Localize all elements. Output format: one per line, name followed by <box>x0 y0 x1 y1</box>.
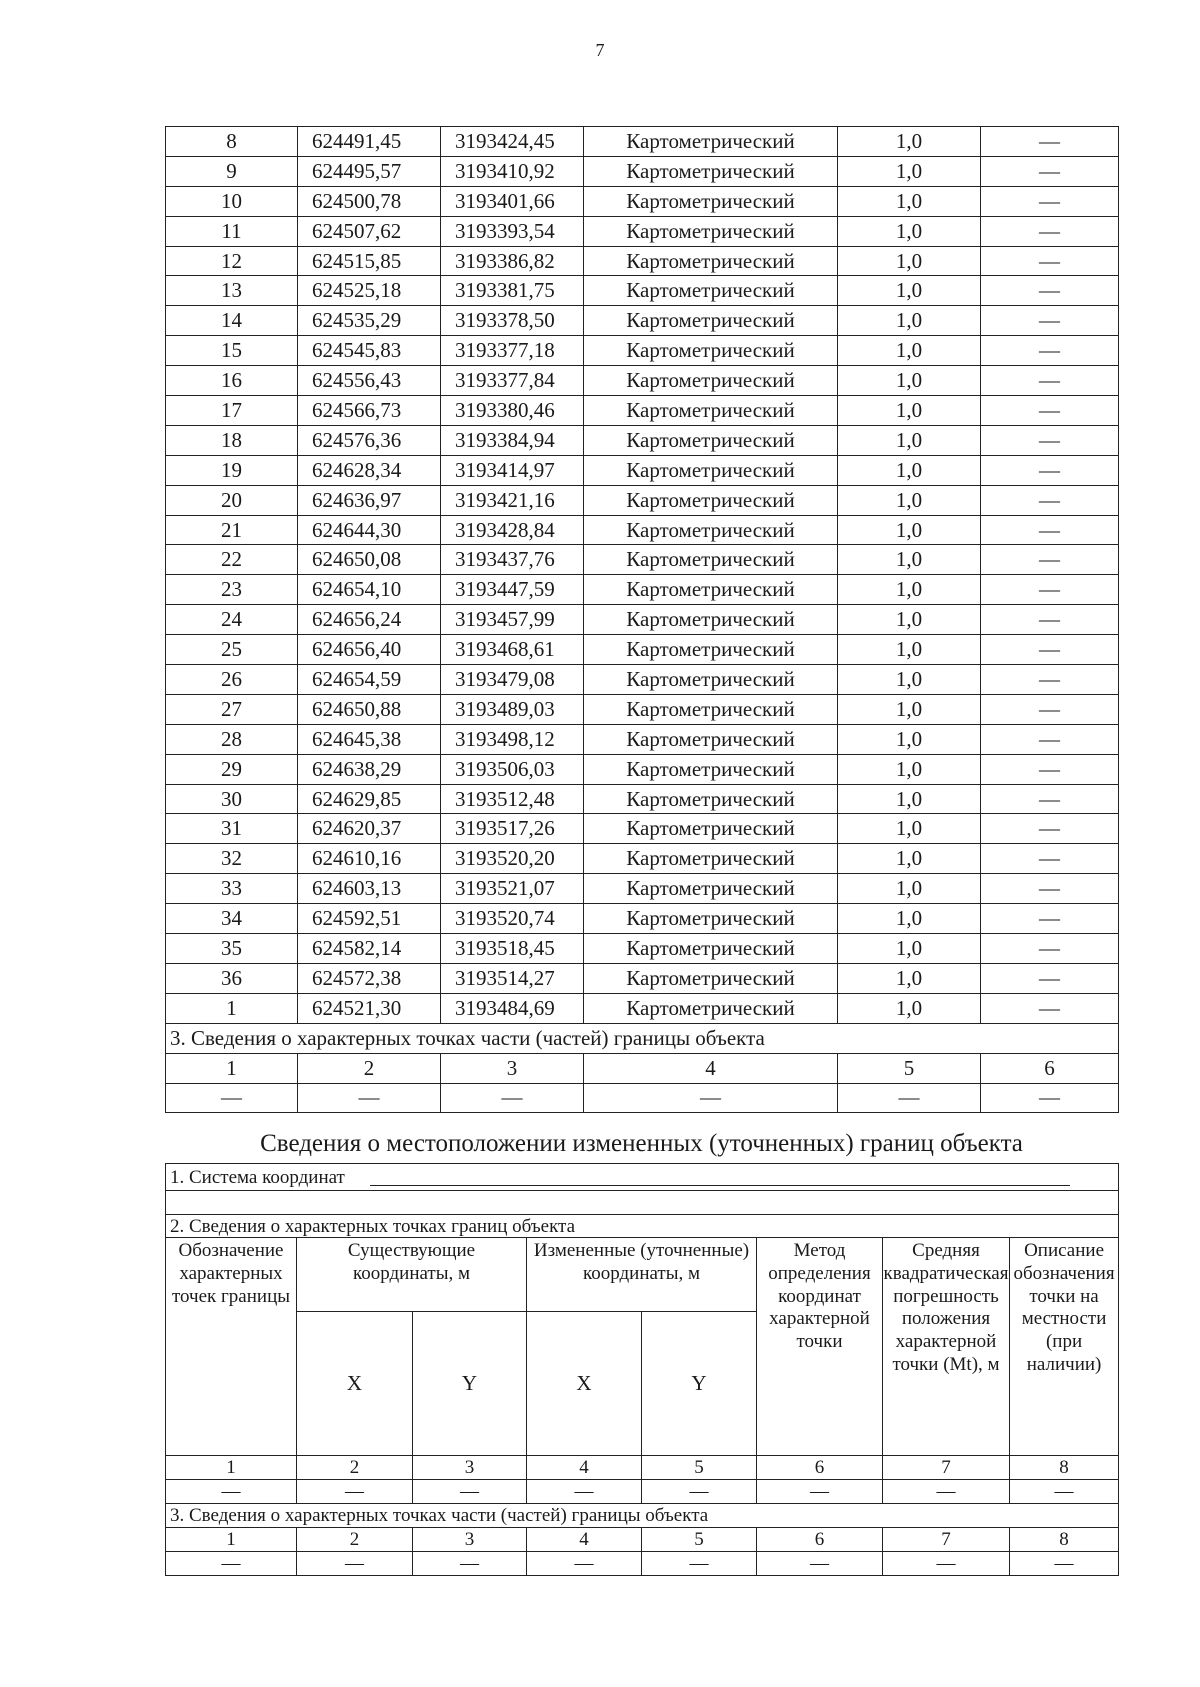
mt-value: 1,0 <box>838 874 981 904</box>
coord-y: 3193518,45 <box>441 934 584 964</box>
dash-cell: — <box>166 1552 297 1576</box>
point-number: 29 <box>166 754 298 784</box>
dash-cell: — <box>642 1480 757 1504</box>
mt-value: 1,0 <box>838 545 981 575</box>
point-number: 8 <box>166 127 298 157</box>
description: — <box>981 216 1119 246</box>
point-number: 19 <box>166 455 298 485</box>
col-number: 6 <box>757 1456 883 1480</box>
header-changed: Измененные (уточненные) координаты, м <box>527 1238 757 1312</box>
table-row <box>166 186 1119 216</box>
coord-y: 3193479,08 <box>441 665 584 695</box>
coord-y: 3193517,26 <box>441 814 584 844</box>
method: Картометрический <box>584 396 838 426</box>
dash-cell: — <box>1010 1480 1119 1504</box>
table-row <box>166 156 1119 186</box>
point-number: 24 <box>166 605 298 635</box>
description: — <box>981 515 1119 545</box>
coord-y: 3193380,46 <box>441 396 584 426</box>
point-number: 12 <box>166 246 298 276</box>
table-row <box>166 724 1119 754</box>
coord-y: 3193489,03 <box>441 694 584 724</box>
table-row <box>166 754 1119 784</box>
coord-y: 3193514,27 <box>441 963 584 993</box>
point-number: 30 <box>166 784 298 814</box>
table-row <box>166 396 1119 426</box>
coord-x: 624576,36 <box>298 425 441 455</box>
description: — <box>981 306 1119 336</box>
description: — <box>981 455 1119 485</box>
coord-x: 624610,16 <box>298 844 441 874</box>
table-row <box>166 425 1119 455</box>
coord-y: 3193410,92 <box>441 156 584 186</box>
coord-system-label: 1. Система координат <box>170 1166 345 1188</box>
description: — <box>981 963 1119 993</box>
mt-value: 1,0 <box>838 366 981 396</box>
table-row <box>166 665 1119 695</box>
header-method: Метод определения координат характерной точки <box>757 1238 883 1456</box>
table-row <box>166 784 1119 814</box>
col-numbers-row <box>166 1456 1119 1480</box>
coord-y: 3193428,84 <box>441 515 584 545</box>
method: Картометрический <box>584 904 838 934</box>
mt-value: 1,0 <box>838 246 981 276</box>
coord-y: 3193377,84 <box>441 366 584 396</box>
coord-y: 3193377,18 <box>441 336 584 366</box>
table-row <box>166 455 1119 485</box>
coord-y: 3193447,59 <box>441 575 584 605</box>
coord-y: 3193457,99 <box>441 605 584 635</box>
coord-y: 3193393,54 <box>441 216 584 246</box>
point-number: 17 <box>166 396 298 426</box>
coord-x: 624592,51 <box>298 904 441 934</box>
method: Картометрический <box>584 366 838 396</box>
mt-value: 1,0 <box>838 455 981 485</box>
mt-value: 1,0 <box>838 186 981 216</box>
header-changed-y: Y <box>642 1312 757 1456</box>
coord-x: 624644,30 <box>298 515 441 545</box>
coord-x: 624636,97 <box>298 485 441 515</box>
dash-cell: — <box>413 1552 527 1576</box>
section3-col-numbers <box>166 1053 1119 1083</box>
table-row <box>166 336 1119 366</box>
col-number: 4 <box>584 1053 838 1083</box>
coord-x: 624638,29 <box>298 754 441 784</box>
method: Картометрический <box>584 246 838 276</box>
mt-value: 1,0 <box>838 575 981 605</box>
mt-value: 1,0 <box>838 814 981 844</box>
dash-cell: — <box>883 1480 1010 1504</box>
coord-y: 3193468,61 <box>441 635 584 665</box>
point-number: 36 <box>166 963 298 993</box>
coord-x: 624566,73 <box>298 396 441 426</box>
parts-dashes-row <box>166 1552 1119 1576</box>
table-row <box>166 276 1119 306</box>
table-row <box>166 366 1119 396</box>
method: Картометрический <box>584 934 838 964</box>
section3-title: 3. Сведения о характерных точках части (частей) границы объекта <box>166 1023 1119 1053</box>
method: Картометрический <box>584 515 838 545</box>
method: Картометрический <box>584 694 838 724</box>
coord-y: 3193401,66 <box>441 186 584 216</box>
point-number: 15 <box>166 336 298 366</box>
col-number: 6 <box>757 1528 883 1552</box>
method: Картометрический <box>584 127 838 157</box>
dash-cell: — <box>166 1083 298 1113</box>
dash-cell: — <box>981 1083 1119 1113</box>
method: Картометрический <box>584 545 838 575</box>
mt-value: 1,0 <box>838 336 981 366</box>
dashes-row <box>166 1480 1119 1504</box>
table-row <box>166 963 1119 993</box>
point-number: 14 <box>166 306 298 336</box>
method: Картометрический <box>584 784 838 814</box>
header-desc: Описание обозначения точки на местности (при наличии) <box>1010 1238 1119 1456</box>
coord-x: 624495,57 <box>298 156 441 186</box>
dash-cell: — <box>757 1552 883 1576</box>
header-mt: Средняя квадратическая погрешность положения характерной точки (Mt), м <box>883 1238 1010 1456</box>
coord-x: 624656,24 <box>298 605 441 635</box>
table-row <box>166 635 1119 665</box>
col-number: 4 <box>527 1456 642 1480</box>
dash-cell: — <box>584 1083 838 1113</box>
method: Картометрический <box>584 276 838 306</box>
description: — <box>981 904 1119 934</box>
coord-x: 624521,30 <box>298 993 441 1023</box>
description: — <box>981 754 1119 784</box>
coord-y: 3193381,75 <box>441 276 584 306</box>
mt-value: 1,0 <box>838 754 981 784</box>
point-number: 25 <box>166 635 298 665</box>
coord-y: 3193384,94 <box>441 425 584 455</box>
description: — <box>981 246 1119 276</box>
col-number: 1 <box>166 1053 298 1083</box>
description: — <box>981 814 1119 844</box>
table-row <box>166 485 1119 515</box>
dash-cell: — <box>838 1083 981 1113</box>
col-number: 5 <box>838 1053 981 1083</box>
point-number: 22 <box>166 545 298 575</box>
col-number: 8 <box>1010 1528 1119 1552</box>
description: — <box>981 784 1119 814</box>
table-row <box>166 515 1119 545</box>
method: Картометрический <box>584 635 838 665</box>
point-number: 35 <box>166 934 298 964</box>
table-row <box>166 694 1119 724</box>
table-row <box>166 575 1119 605</box>
mt-value: 1,0 <box>838 665 981 695</box>
mt-value: 1,0 <box>838 515 981 545</box>
mt-value: 1,0 <box>838 934 981 964</box>
point-number: 9 <box>166 156 298 186</box>
method: Картометрический <box>584 216 838 246</box>
description: — <box>981 366 1119 396</box>
method: Картометрический <box>584 186 838 216</box>
mt-value: 1,0 <box>838 485 981 515</box>
table-row <box>166 545 1119 575</box>
changed-borders-table <box>165 1163 1119 1576</box>
point-number: 31 <box>166 814 298 844</box>
coord-y: 3193414,97 <box>441 455 584 485</box>
dash-cell: — <box>297 1552 413 1576</box>
coord-x: 624515,85 <box>298 246 441 276</box>
method: Картометрический <box>584 724 838 754</box>
description: — <box>981 425 1119 455</box>
coord-system-line <box>370 1171 1070 1186</box>
method: Картометрический <box>584 425 838 455</box>
mt-value: 1,0 <box>838 724 981 754</box>
col-number: 2 <box>298 1053 441 1083</box>
col-number: 3 <box>413 1456 527 1480</box>
col-number: 1 <box>166 1528 297 1552</box>
coord-x: 624629,85 <box>298 784 441 814</box>
point-number: 11 <box>166 216 298 246</box>
coord-y: 3193484,69 <box>441 993 584 1023</box>
mt-value: 1,0 <box>838 904 981 934</box>
coord-x: 624650,08 <box>298 545 441 575</box>
coordinates-table <box>165 126 1119 1113</box>
coordinates-table-body <box>166 127 1119 1024</box>
description: — <box>981 276 1119 306</box>
parts-col-numbers-row <box>166 1528 1119 1552</box>
mt-value: 1,0 <box>838 635 981 665</box>
table-row <box>166 814 1119 844</box>
point-number: 13 <box>166 276 298 306</box>
col-number: 8 <box>1010 1456 1119 1480</box>
col-number: 5 <box>642 1456 757 1480</box>
point-number: 20 <box>166 485 298 515</box>
col-number: 3 <box>441 1053 584 1083</box>
coord-x: 624535,29 <box>298 306 441 336</box>
description: — <box>981 694 1119 724</box>
description: — <box>981 485 1119 515</box>
mt-value: 1,0 <box>838 993 981 1023</box>
method: Картометрический <box>584 485 838 515</box>
mt-value: 1,0 <box>838 963 981 993</box>
coord-y: 3193512,48 <box>441 784 584 814</box>
coord-y: 3193498,12 <box>441 724 584 754</box>
mt-value: 1,0 <box>838 844 981 874</box>
header-existing: Существующие координаты, м <box>297 1238 527 1312</box>
points-title: 2. Сведения о характерных точках границ объекта <box>166 1215 1119 1238</box>
description: — <box>981 186 1119 216</box>
point-number: 16 <box>166 366 298 396</box>
mt-value: 1,0 <box>838 127 981 157</box>
point-number: 32 <box>166 844 298 874</box>
point-number: 28 <box>166 724 298 754</box>
header-designation: Обозначение характерных точек границы <box>166 1238 297 1456</box>
description: — <box>981 993 1119 1023</box>
col-number: 4 <box>527 1528 642 1552</box>
method: Картометрический <box>584 156 838 186</box>
point-number: 10 <box>166 186 298 216</box>
coord-x: 624654,10 <box>298 575 441 605</box>
coord-x: 624582,14 <box>298 934 441 964</box>
dash-cell: — <box>1010 1552 1119 1576</box>
description: — <box>981 396 1119 426</box>
dash-cell: — <box>527 1480 642 1504</box>
method: Картометрический <box>584 336 838 366</box>
coord-x: 624645,38 <box>298 724 441 754</box>
table-row <box>166 934 1119 964</box>
description: — <box>981 336 1119 366</box>
coord-x: 624650,88 <box>298 694 441 724</box>
method: Картометрический <box>584 754 838 784</box>
point-number: 18 <box>166 425 298 455</box>
coord-system-row <box>166 1164 1119 1191</box>
point-number: 33 <box>166 874 298 904</box>
method: Картометрический <box>584 814 838 844</box>
mt-value: 1,0 <box>838 306 981 336</box>
table-row <box>166 246 1119 276</box>
table-row <box>166 306 1119 336</box>
description: — <box>981 635 1119 665</box>
col-number: 3 <box>413 1528 527 1552</box>
method: Картометрический <box>584 665 838 695</box>
coord-y: 3193424,45 <box>441 127 584 157</box>
point-number: 34 <box>166 904 298 934</box>
coord-x: 624545,83 <box>298 336 441 366</box>
coord-y: 3193520,20 <box>441 844 584 874</box>
mt-value: 1,0 <box>838 694 981 724</box>
col-number: 5 <box>642 1528 757 1552</box>
col-number: 1 <box>166 1456 297 1480</box>
section-heading: Сведения о местоположении измененных (уточненных) границ объекта <box>260 1130 1023 1157</box>
point-number: 21 <box>166 515 298 545</box>
table-row <box>166 216 1119 246</box>
description: — <box>981 575 1119 605</box>
mt-value: 1,0 <box>838 425 981 455</box>
table-row <box>166 993 1119 1023</box>
description: — <box>981 665 1119 695</box>
header-existing-y: Y <box>413 1312 527 1456</box>
mt-value: 1,0 <box>838 216 981 246</box>
method: Картометрический <box>584 963 838 993</box>
mt-value: 1,0 <box>838 156 981 186</box>
method: Картометрический <box>584 455 838 485</box>
header-existing-x: X <box>297 1312 413 1456</box>
description: — <box>981 724 1119 754</box>
parts-title: 3. Сведения о характерных точках части (частей) границы объекта <box>166 1504 1119 1528</box>
coord-x: 624507,62 <box>298 216 441 246</box>
point-number: 26 <box>166 665 298 695</box>
coord-y: 3193437,76 <box>441 545 584 575</box>
dash-cell: — <box>297 1480 413 1504</box>
section3-dashes <box>166 1083 1119 1113</box>
coord-y: 3193421,16 <box>441 485 584 515</box>
description: — <box>981 874 1119 904</box>
coord-x: 624525,18 <box>298 276 441 306</box>
method: Картометрический <box>584 993 838 1023</box>
coord-y: 3193520,74 <box>441 904 584 934</box>
coord-x: 624603,13 <box>298 874 441 904</box>
coord-x: 624500,78 <box>298 186 441 216</box>
description: — <box>981 605 1119 635</box>
coord-y: 3193386,82 <box>441 246 584 276</box>
dash-cell: — <box>441 1083 584 1113</box>
mt-value: 1,0 <box>838 605 981 635</box>
col-number: 6 <box>981 1053 1119 1083</box>
page-number: 7 <box>595 40 605 60</box>
blank-row <box>166 1191 1119 1215</box>
coord-x: 624556,43 <box>298 366 441 396</box>
coord-x: 624491,45 <box>298 127 441 157</box>
description: — <box>981 545 1119 575</box>
mt-value: 1,0 <box>838 784 981 814</box>
coord-y: 3193378,50 <box>441 306 584 336</box>
dash-cell: — <box>527 1552 642 1576</box>
col-number: 2 <box>297 1528 413 1552</box>
dash-cell: — <box>298 1083 441 1113</box>
method: Картометрический <box>584 605 838 635</box>
table-row <box>166 904 1119 934</box>
method: Картометрический <box>584 844 838 874</box>
point-number: 1 <box>166 993 298 1023</box>
col-number: 7 <box>883 1528 1010 1552</box>
col-number: 2 <box>297 1456 413 1480</box>
dash-cell: — <box>883 1552 1010 1576</box>
coord-y: 3193506,03 <box>441 754 584 784</box>
dash-cell: — <box>757 1480 883 1504</box>
description: — <box>981 127 1119 157</box>
table-row <box>166 127 1119 157</box>
mt-value: 1,0 <box>838 276 981 306</box>
point-number: 27 <box>166 694 298 724</box>
dash-cell: — <box>413 1480 527 1504</box>
method: Картометрический <box>584 575 838 605</box>
table-row <box>166 605 1119 635</box>
coord-x: 624628,34 <box>298 455 441 485</box>
col-number: 7 <box>883 1456 1010 1480</box>
table-row <box>166 874 1119 904</box>
header-changed-x: X <box>527 1312 642 1456</box>
description: — <box>981 844 1119 874</box>
coord-x: 624620,37 <box>298 814 441 844</box>
coord-x: 624654,59 <box>298 665 441 695</box>
coord-x: 624572,38 <box>298 963 441 993</box>
point-number: 23 <box>166 575 298 605</box>
mt-value: 1,0 <box>838 396 981 426</box>
table-row <box>166 844 1119 874</box>
dash-cell: — <box>642 1552 757 1576</box>
coord-x: 624656,40 <box>298 635 441 665</box>
description: — <box>981 934 1119 964</box>
coord-y: 3193521,07 <box>441 874 584 904</box>
description: — <box>981 156 1119 186</box>
method: Картометрический <box>584 874 838 904</box>
dash-cell: — <box>166 1480 297 1504</box>
method: Картометрический <box>584 306 838 336</box>
